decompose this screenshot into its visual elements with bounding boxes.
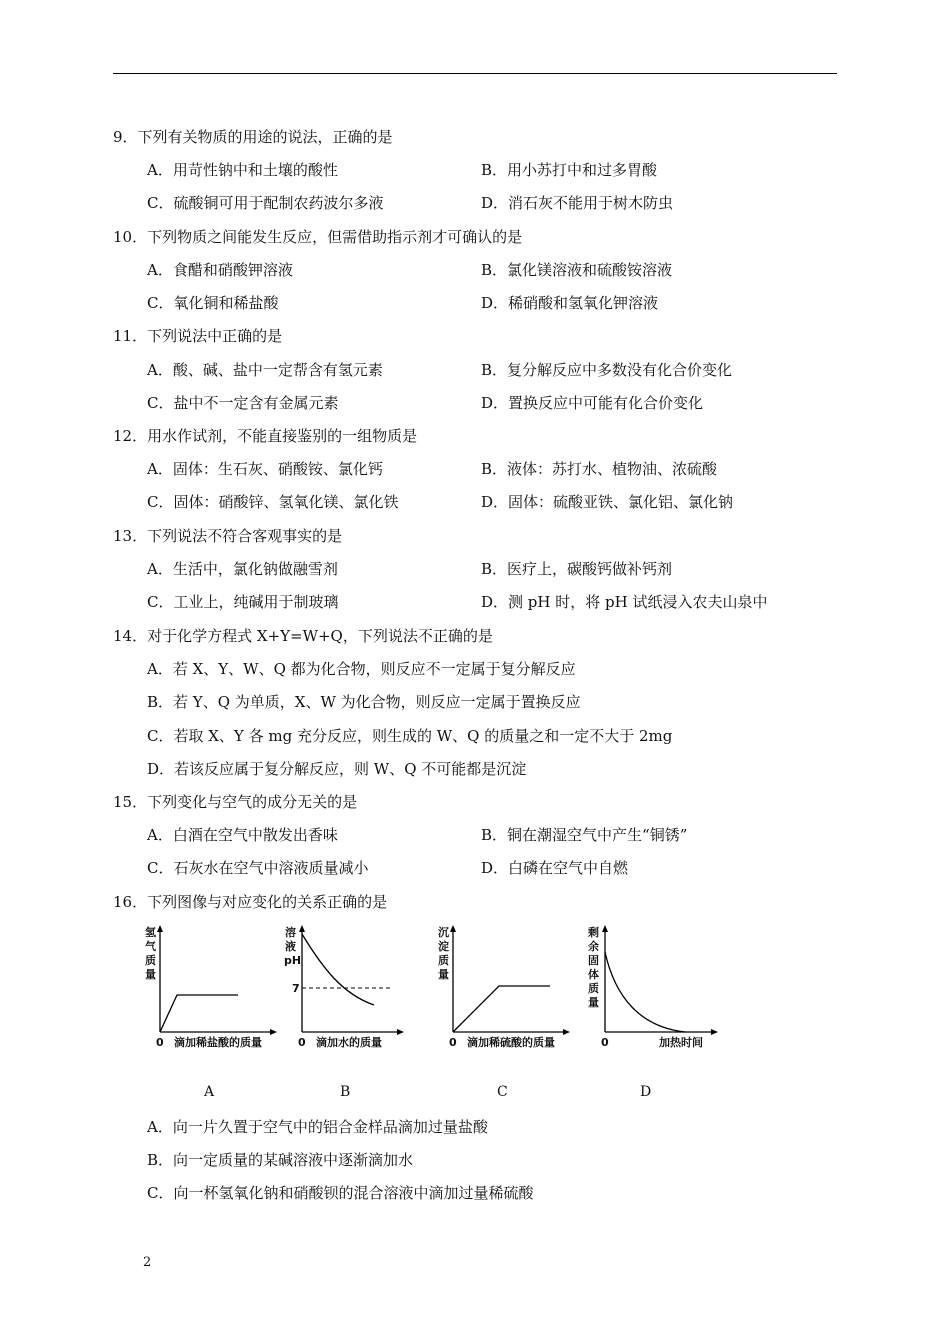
question-10-option-b: B．氯化镁溶液和硫酸铵溶液 <box>481 261 673 279</box>
graph-d-ylabel-5: 质 <box>588 982 599 995</box>
graph-c-ylabel-2: 淀 <box>438 940 449 953</box>
question-11-stem: 11．下列说法中正确的是 <box>113 327 283 345</box>
graph-d-ylabel-4: 体 <box>588 968 599 981</box>
question-15-option-b: B．铜在潮湿空气中产生“铜锈” <box>481 826 688 844</box>
graph-c-ylabel-1: 沉 <box>438 926 449 939</box>
graph-a-x-arrow <box>270 1029 277 1035</box>
graph-b-y-arrow <box>299 925 305 932</box>
question-16-option-c: C．向一杯氢氧化钠和硝酸钡的混合溶液中滴加过量稀硫酸 <box>147 1184 534 1202</box>
graph-b-ylabel-2: 液 <box>285 940 296 953</box>
graph-d-x-arrow <box>711 1029 718 1035</box>
question-9-stem: 9．下列有关物质的用途的说法，正确的是 <box>113 128 393 146</box>
question-14-stem: 14．对于化学方程式 X+Y=W+Q，下列说法不正确的是 <box>113 627 493 645</box>
graph-a-ylabel-2: 气 <box>145 940 156 953</box>
question-9-option-d: D．消石灰不能用于树木防虫 <box>481 194 674 212</box>
question-9-option-b: B．用小苏打中和过多胃酸 <box>481 161 658 179</box>
graph-c-ylabel-4: 量 <box>438 968 449 981</box>
graph-a-origin: 0 <box>156 1036 164 1049</box>
graph-a-ylabel-1: 氢 <box>145 926 156 939</box>
question-12-option-c: C．固体：硝酸锌、氢氧化镁、氯化铁 <box>147 493 399 511</box>
question-9-option-c: C．硫酸铜可用于配制农药波尔多液 <box>147 194 384 212</box>
graph-c-x-arrow <box>563 1029 570 1035</box>
question-12-option-d: D．固体：硫酸亚铁、氯化铝、氯化钠 <box>481 493 734 511</box>
graph-a-ylabel-4: 量 <box>145 968 156 981</box>
question-12-option-a: A．固体：生石灰、硝酸铵、氯化钙 <box>147 460 383 478</box>
graph-d <box>585 922 725 1052</box>
graph-b-ylabel-1: 溶 <box>285 926 296 939</box>
question-13-option-b: B．医疗上，碳酸钙做补钙剂 <box>481 560 673 578</box>
page-number: 2 <box>143 1255 152 1270</box>
question-15-option-c: C．石灰水在空气中溶液质量减小 <box>147 859 369 877</box>
question-11-option-b: B．复分解反应中多数没有化合价变化 <box>481 361 733 379</box>
question-15-option-a: A．白酒在空气中散发出香味 <box>147 826 338 844</box>
question-13-option-c: C．工业上，纯碱用于制玻璃 <box>147 593 339 611</box>
question-13-stem: 13．下列说法不符合客观事实的是 <box>113 527 343 545</box>
question-16-stem: 16．下列图像与对应变化的关系正确的是 <box>113 893 388 911</box>
graph-d-ylabel-2: 余 <box>588 940 599 953</box>
graph-d-xlabel: 加热时间 <box>659 1036 703 1049</box>
graph-letter-c: C <box>497 1084 508 1100</box>
graph-b-xlabel: 滴加水的质量 <box>316 1036 382 1049</box>
question-13-option-d: D．测 pH 时，将 pH 试纸浸入农夫山泉中 <box>481 593 768 611</box>
question-14-option-c: C．若取 X、Y 各 mg 充分反应，则生成的 W、Q 的质量之和一定不大于 2mg <box>147 727 673 745</box>
question-13-option-a: A．生活中，氯化钠做融雪剂 <box>147 560 338 578</box>
graph-b-curve <box>302 934 374 1005</box>
graph-c-y-arrow <box>450 925 456 932</box>
graph-d-y-arrow <box>602 925 608 932</box>
question-10-stem: 10．下列物质之间能发生反应，但需借助指示剂才可确认的是 <box>113 228 523 246</box>
question-16-option-b: B．向一定质量的某碱溶液中逐渐滴加水 <box>147 1151 414 1169</box>
question-10-option-a: A．食醋和硝酸钾溶液 <box>147 261 293 279</box>
question-12-option-b: B．液体：苏打水、植物油、浓硫酸 <box>481 460 718 478</box>
graph-a <box>140 922 280 1052</box>
graph-d-origin: 0 <box>601 1036 609 1049</box>
graph-d-ylabel-1: 剩 <box>588 926 599 939</box>
question-14-option-b: B．若 Y、Q 为单质，X、W 为化合物，则反应一定属于置换反应 <box>147 693 581 711</box>
question-15-option-d: D．白磷在空气中自燃 <box>481 859 629 877</box>
graph-b <box>282 922 407 1052</box>
question-16-option-a: A．向一片久置于空气中的铝合金样品滴加过量盐酸 <box>147 1118 488 1136</box>
graph-d-ylabel-3: 固 <box>588 954 599 967</box>
graph-c-curve <box>453 986 550 1032</box>
graph-b-tick-7: 7 <box>292 982 300 995</box>
graph-d-ylabel-6: 量 <box>588 996 599 1009</box>
question-11-option-a: A．酸、碱、盐中一定帮含有氢元素 <box>147 361 383 379</box>
graph-b-origin: 0 <box>298 1036 306 1049</box>
graph-letter-d: D <box>640 1084 652 1100</box>
graph-d-curve <box>605 952 685 1032</box>
graph-letter-b: B <box>340 1084 351 1100</box>
question-14-option-a: A．若 X、Y、W、Q 都为化合物，则反应不一定属于复分解反应 <box>147 660 576 678</box>
graph-c <box>433 922 573 1052</box>
question-10-option-d: D．稀硝酸和氢氧化钾溶液 <box>481 294 659 312</box>
graph-b-x-arrow <box>397 1029 404 1035</box>
graph-letter-a: A <box>204 1084 215 1100</box>
graph-c-origin: 0 <box>449 1036 457 1049</box>
question-11-option-d: D．置换反应中可能有化合价变化 <box>481 394 704 412</box>
graph-a-y-arrow <box>157 925 163 932</box>
header-rule <box>113 73 837 74</box>
question-12-stem: 12．用水作试剂，不能直接鉴别的一组物质是 <box>113 427 418 445</box>
question-11-option-c: C．盐中不一定含有金属元素 <box>147 394 339 412</box>
graph-c-ylabel-3: 质 <box>438 954 449 967</box>
question-15-stem: 15．下列变化与空气的成分无关的是 <box>113 793 358 811</box>
question-9-option-a: A．用苛性钠中和土壤的酸性 <box>147 161 338 179</box>
question-14-option-d: D．若该反应属于复分解反应，则 W、Q 不可能都是沉淀 <box>147 760 527 778</box>
graph-a-ylabel-3: 质 <box>145 954 156 967</box>
graph-a-xlabel: 滴加稀盐酸的质量 <box>174 1036 262 1049</box>
graph-a-curve <box>160 995 238 1032</box>
question-10-option-c: C．氧化铜和稀盐酸 <box>147 294 279 312</box>
graph-c-xlabel: 滴加稀硫酸的质量 <box>467 1036 555 1049</box>
graph-b-ylabel-3: pH <box>284 954 302 967</box>
